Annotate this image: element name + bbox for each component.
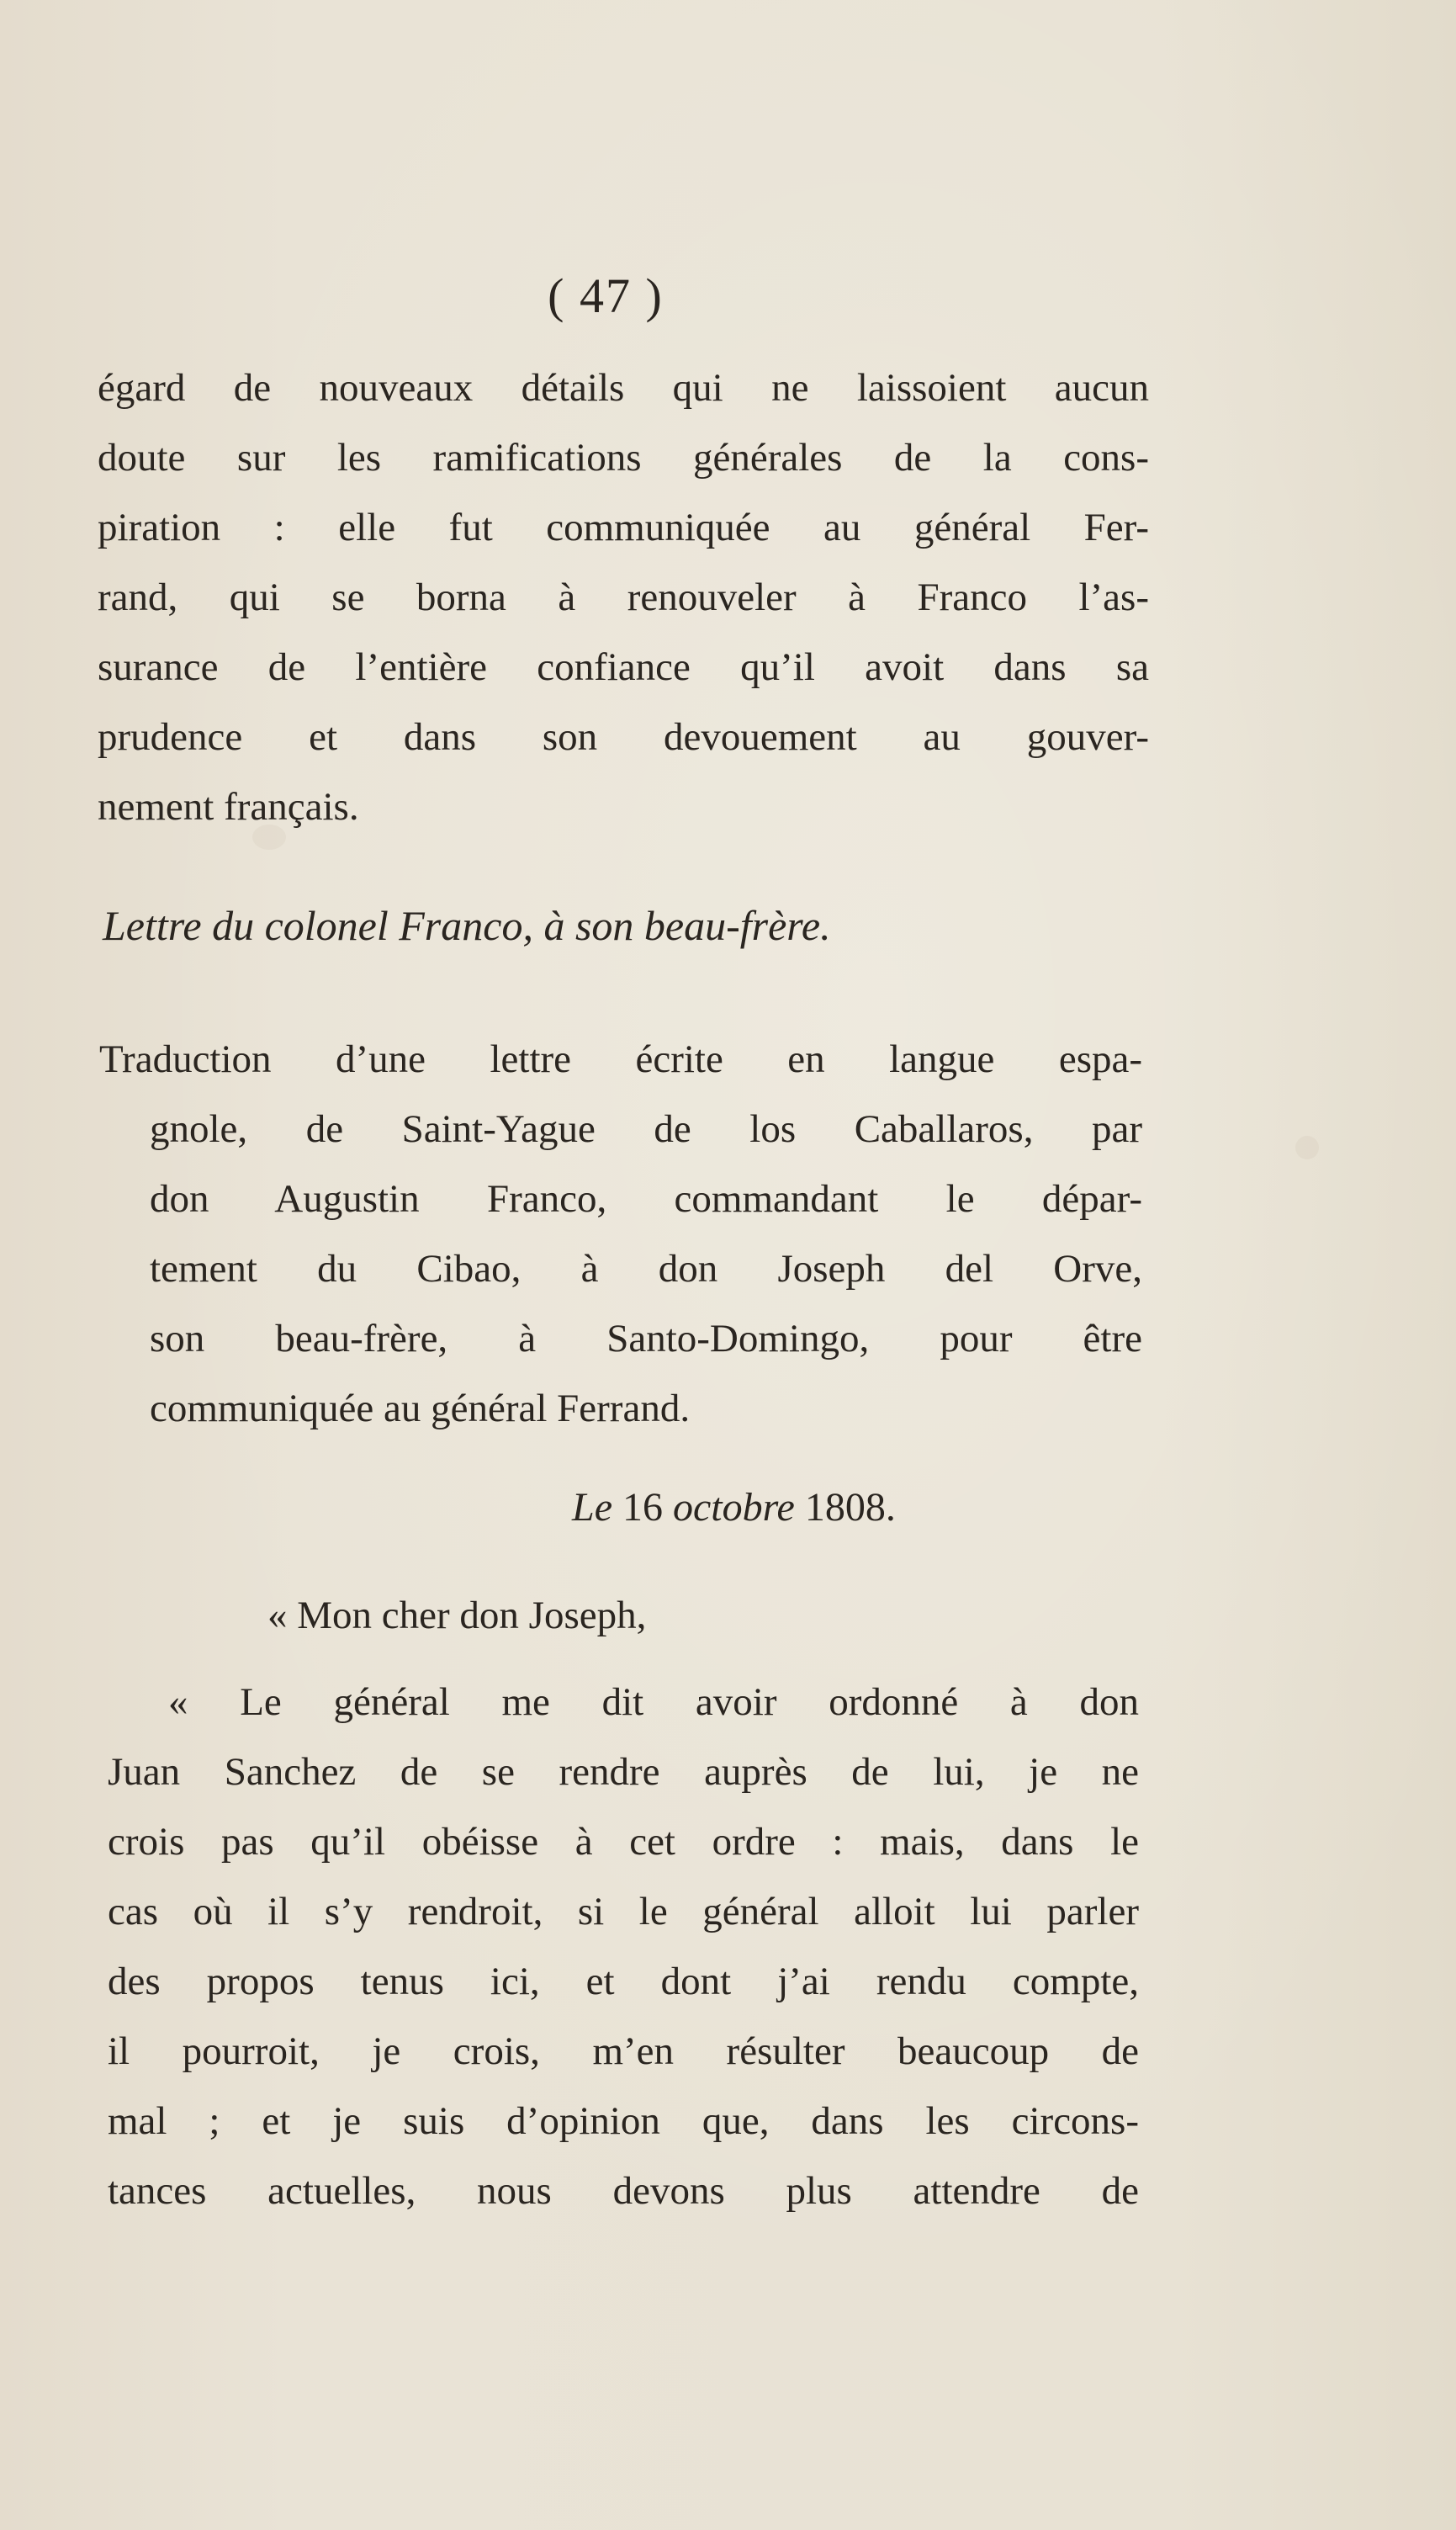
text-line: gnole, de Saint-Yague de los Caballaros, par: [150, 1107, 1142, 1151]
text-line: prudence et dans son devouement au gouver-: [98, 715, 1149, 759]
letter-heading: Lettre du colonel Franco, à son beau-frère.: [103, 902, 831, 949]
text-line: cas où il s’y rendroit, si le général alloit lui parler: [108, 1890, 1139, 1933]
text-line: « Le général me dit avoir ordonné à don: [168, 1680, 1139, 1724]
text-line: il pourroit, je crois, m’en résulter beaucoup de: [108, 2029, 1139, 2073]
text-line: Juan Sanchez de se rendre auprès de lui, je ne: [108, 1750, 1139, 1794]
date-day: 16: [622, 1485, 663, 1530]
text-line: mal ; et je suis d’opinion que, dans les circons-: [108, 2099, 1139, 2143]
text-line: doute sur les ramifications générales de la cons-: [98, 436, 1149, 480]
paper-spot: [1295, 1136, 1319, 1159]
letter-date: [572, 1474, 1161, 1541]
paragraph-1: [98, 353, 1149, 842]
text-line: piration : elle fut communiquée au général Fer-: [98, 506, 1149, 549]
text-line: Traduction d’une lettre écrite en langue espa-: [99, 1037, 1142, 1081]
text-line: des propos tenus ici, et dont j’ai rendu compte,: [108, 1960, 1139, 2003]
paragraph-3: [108, 1668, 1139, 2226]
salutation: « Mon cher don Joseph,: [267, 1594, 647, 1637]
text-line: tances actuelles, nous devons plus attendre de: [108, 2169, 1139, 2213]
date-year: 1808.: [804, 1485, 896, 1530]
text-line: rand, qui se borna à renouveler à Franco l’as-: [98, 575, 1149, 619]
text-line: crois pas qu’il obéisse à cet ordre : mais, dans le: [108, 1820, 1139, 1864]
page-number: ( 47 ): [548, 268, 664, 323]
date-month: octobre: [673, 1485, 795, 1530]
text-line: surance de l’entière confiance qu’il avoit dans sa: [98, 645, 1149, 689]
text-line: son beau-frère, à Santo-Domingo, pour être: [150, 1317, 1142, 1360]
text-line: égard de nouveaux détails qui ne laissoient aucun: [98, 366, 1149, 410]
date-prefix: Le: [572, 1485, 612, 1530]
text-line: communiquée au général Ferrand.: [150, 1387, 691, 1430]
text-line: don Augustin Franco, commandant le dépar-: [150, 1177, 1142, 1221]
paragraph-2: [99, 1025, 1142, 1444]
text-line: tement du Cibao, à don Joseph del Orve,: [150, 1247, 1142, 1291]
text-line: nement français.: [98, 785, 359, 829]
